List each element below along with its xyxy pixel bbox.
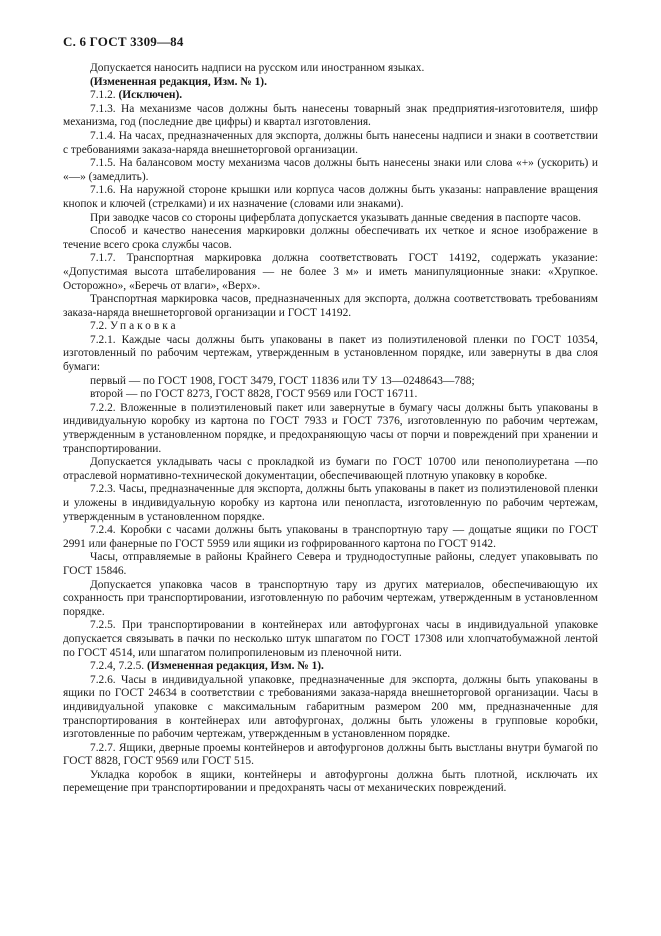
paragraph-clause-7-1-7: 7.1.7. Транспортная маркировка должна соответствовать ГОСТ 14192, содержать указание: «Допустимая высота штабелирования — не более 3 м» и иметь манипуляционные знаки: «Хрупкое. Осторожно», «Беречь от влаги», «Верх». [63, 252, 598, 292]
section-title: Упаковка [109, 320, 179, 333]
page-header: С. 6 ГОСТ 3309—84 [63, 34, 184, 49]
paragraph-clause-7-1-3: 7.1.3. На механизме часов должны быть нанесены товарный знак предприятия-изготовителя, шифр механизма, год (последние две цифры) и квартал изготовления. [63, 102, 598, 129]
paragraph-amendment [63, 660, 598, 674]
paragraph-clause-7-2-3: 7.2.3. Часы, предназначенные для экспорта, должны быть упакованы в пакет из полиэтиленовой пленки и уложены в индивидуальную коробку из картона или пенопласта, изготовленную по рабочим чертежам, утвержденным в установленном порядке. [63, 483, 598, 523]
paragraph: Транспортная маркировка часов, предназначенных для экспорта, должна соответствовать требованиям заказа-наряда внешнеторговой организации и ГОСТ 14192. [63, 293, 598, 319]
clause-number: 7.1.2. [90, 89, 116, 102]
paragraph-clause-7-2-5: 7.2.5. При транспортировании в контейнерах или автофургонах часы в индивидуальной упаковке допускается связывать в пачки по несколько штук шпагатом по ГОСТ 17308 или хлопчатобумажной лентой по ГОСТ 4514, или шпагатом полипропиленовым из пленочной нити. [63, 619, 598, 659]
paragraph: Допускается наносить надписи на русском или иностранном языках. [90, 62, 425, 74]
paragraph: Допускается упаковка часов в транспортную тару из других материалов, обеспечивающую их сохранность при транспортировании, изготовленную по рабочим чертежам, утвержденным в установленном порядке. [63, 578, 598, 618]
amendment-note: (Измененная редакция, Изм. № 1). [146, 660, 324, 673]
paragraph-clause-7-2-4: 7.2.4. Коробки с часами должны быть упакованы в транспортную тару — дощатые ящики по ГОСТ 2991 или фанерные по ГОСТ 5959 или ящики из гофрированного картона по ГОСТ 9142. [63, 524, 598, 550]
paragraph-clause-7-1-5: 7.1.5. На балансовом мосту механизма часов должны быть нанесены знаки или слова «+» (ускорить) и «—» (замедлить). [63, 157, 598, 183]
document-body [63, 62, 598, 796]
paragraph: При заводке часов со стороны циферблата допускается указывать данные сведения в паспорте часов. [90, 211, 582, 224]
list-item: второй — по ГОСТ 8273, ГОСТ 8828, ГОСТ 9569 или ГОСТ 16711. [90, 388, 418, 401]
paragraph-clause-7-2-2: 7.2.2. Вложенные в полиэтиленовый пакет или завернутые в бумагу часы должны быть упакованы в индивидуальную коробку из картона по ГОСТ 7933 и ГОСТ 7376, изготовленную по рабочим чертежам, утвержденным в установленном порядке, и предохраняющую часы от порчи и повреждений при хранении и транспортировании. [63, 401, 598, 455]
paragraph-clause-7-1-2 [63, 89, 598, 103]
section-number: 7.2. [90, 320, 108, 333]
list-item: первый — по ГОСТ 1908, ГОСТ 3479, ГОСТ 11836 или ТУ 13—0248643—788; [90, 374, 475, 387]
paragraph-clause-7-2-7: 7.2.7. Ящики, дверные проемы контейнеров и автофургонов должны быть выстланы внутри бумагой по ГОСТ 8828, ГОСТ 9569 или ГОСТ 515. [63, 741, 598, 768]
excluded-note: (Исключен). [118, 89, 183, 102]
paragraph-amendment [63, 76, 598, 90]
clause-number: 7.2.4, 7.2.5. [90, 660, 145, 673]
paragraph-clause-7-2-1: 7.2.1. Каждые часы должны быть упакованы в пакет из полиэтиленовой пленки по ГОСТ 10354, изготовленный по рабочим чертежам, утвержденным в установленном порядке, или завернуты в два слоя бумаги: [63, 333, 598, 374]
amendment-note: (Измененная редакция, Изм. № 1). [90, 75, 267, 88]
paragraph-clause-7-2-6: 7.2.6. Часы в индивидуальной упаковке, предназначенные для экспорта, должны быть упакованы в ящики по ГОСТ 24634 в соответствии с требованиями заказа-наряда внешнеторговой организации. Часы в индивидуальной упаковке с максимальным габаритным размером 200 мм, предназначенные для транспортирования в контейнерах или автофургонах, должны быть уложены в групповые коробки, изготовленные по рабочим чертежам, утвержденным в установленном порядке. [63, 673, 598, 741]
paragraph-clause-7-1-4: 7.1.4. На часах, предназначенных для экспорта, должны быть нанесены надписи и знаки в соответствии с требованиями заказа-наряда внешнеторговой организации. [63, 129, 598, 156]
paragraph: Часы, отправляемые в районы Крайнего Севера и труднодоступные районы, следует упаковывать по ГОСТ 15846. [63, 551, 598, 577]
paragraph: Способ и качество нанесения маркировки должны обеспечивать их четкое и ясное изображение в течение всего срока службы часов. [63, 225, 598, 251]
paragraph: Укладка коробок в ящики, контейнеры и автофургоны должна быть плотной, исключать их перемещение при транспортировании и предохранять часы от механических повреждений. [63, 768, 598, 795]
section-heading-packaging [63, 320, 598, 334]
paragraph: Допускается укладывать часы с прокладкой из бумаги по ГОСТ 10700 или пенополиуретана —по отраслевой нормативно-технической документации, обеспечивающей плотную упаковку в коробке. [63, 456, 598, 482]
paragraph-clause-7-1-6: 7.1.6. На наружной стороне крышки или корпуса часов должны быть указаны: направление вращения кнопок и ключей (стрелками) и их назначение (словами или знаками). [63, 184, 598, 210]
